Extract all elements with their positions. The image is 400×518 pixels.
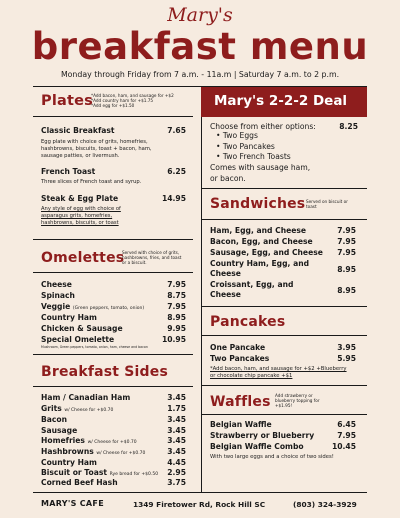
menu-item [41, 447, 186, 456]
item-price: 7.65 [167, 126, 186, 135]
item-price: 3.45 [167, 426, 186, 435]
menu-item [41, 415, 186, 424]
item-price: 2.95 [167, 468, 186, 477]
deal-intro: Choose from either options: [210, 122, 316, 131]
omelettes-heading: Omelettes [41, 250, 125, 266]
item-name: One Pancake [210, 343, 266, 352]
item-name: Veggie [41, 302, 71, 311]
waffles-heading: Waffles [210, 394, 271, 410]
item-price: 5.95 [337, 354, 356, 363]
deal-banner [201, 87, 367, 117]
menu-item [210, 420, 356, 429]
item-name: Grits [41, 404, 62, 413]
item-sub: w/ Cheese for +$0.70 [64, 408, 114, 413]
menu-item [41, 324, 186, 333]
deal-bullet: • Two French Toasts [216, 152, 291, 161]
menu-item [41, 393, 186, 402]
item-price: 7.95 [167, 302, 186, 311]
plates-note-1: *Add bacon, ham, and sausage for +$2 [91, 93, 174, 98]
footer-rule [33, 492, 367, 493]
page-title: breakfast menu [31, 25, 369, 68]
item-name: Biscuit or Toast [41, 468, 107, 477]
item-price: 8.75 [167, 291, 186, 300]
sides-rule [33, 386, 193, 387]
item-name: Ham, Egg, and Cheese [210, 226, 307, 235]
deal-outro: Comes with sausage ham, or bacon. [210, 163, 311, 183]
item-name: Spinach [41, 291, 75, 300]
sandwiches-note: Served on biscuit or toast [306, 199, 348, 209]
item-price: 3.45 [167, 415, 186, 424]
menu-item [210, 248, 356, 257]
item-name: Chicken & Sausage [41, 324, 123, 333]
item-name: Cheese [41, 280, 72, 289]
item-sub: Rye bread for +$0.50 [109, 472, 159, 477]
deal-bullets [216, 131, 291, 163]
item-name: Belgian Waffle Combo [210, 442, 304, 451]
menu-item [210, 343, 356, 352]
item-price: 7.95 [337, 431, 356, 440]
menu-item [41, 291, 186, 300]
item-price: 9.95 [167, 324, 186, 333]
menu-item [41, 313, 186, 322]
menu-item [41, 335, 186, 344]
footer-name: MARY'S CAFE [41, 499, 104, 508]
menu-item [210, 226, 356, 235]
deal-bullet: • Two Eggs [216, 131, 258, 140]
plates-heading: Plates [41, 93, 93, 109]
item-name: Classic Breakfast [41, 126, 115, 135]
item-price: 3.75 [167, 478, 186, 487]
item-name: Bacon [41, 415, 68, 424]
menu-item [41, 436, 186, 445]
item-price: 3.45 [167, 393, 186, 402]
item-price: 14.95 [161, 194, 186, 203]
item-name: Steak & Egg Plate [41, 194, 119, 203]
footer-phone: (803) 324-3929 [293, 500, 357, 509]
item-name-group [41, 468, 158, 477]
item-sub: (Green peppers, tomato, onion) [72, 306, 145, 311]
menu-item [41, 280, 186, 289]
item-price: 7.95 [337, 237, 356, 246]
pancakes-heading: Pancakes [210, 314, 286, 330]
item-price: 7.95 [337, 226, 356, 235]
column-divider [201, 86, 202, 492]
item-name: Strawberry or Blueberry [210, 431, 315, 440]
omelettes-bottom-rule [33, 354, 193, 355]
menu-item [41, 458, 186, 467]
item-price: 7.95 [167, 280, 186, 289]
item-name: Sausage [41, 426, 78, 435]
menu-item [210, 259, 356, 279]
deal-price: 8.25 [339, 122, 358, 131]
item-price: 4.45 [167, 458, 186, 467]
menu-item [210, 237, 356, 246]
deal-bottom-rule [201, 188, 367, 189]
menu-item [41, 194, 186, 203]
item-name: Special Omelette [41, 335, 115, 344]
item-name: Hashbrowns [41, 447, 94, 456]
item-sub: Mushroom, Green peppers, tomato, onion, ham, cheese and bacon [41, 345, 148, 349]
item-name: Homefries [41, 436, 85, 445]
menu-item [41, 167, 186, 176]
item-price: 8.95 [167, 313, 186, 322]
item-price: 10.45 [331, 442, 356, 451]
item-name-group [41, 447, 145, 456]
item-name: Belgian Waffle [210, 420, 272, 429]
waffles-rule [201, 414, 367, 415]
menu-item [210, 280, 356, 300]
script-title: Mary's [167, 4, 233, 26]
pancakes-rule [201, 335, 367, 336]
hours-text: Monday through Friday from 7 a.m. - 11a.m | Saturday 7 a.m. to 2 p.m. [60, 70, 340, 79]
item-name: Ham / Canadian Ham [41, 393, 131, 402]
item-price: 8.95 [337, 264, 356, 274]
plates-note-2: *Add country ham for +$1.75 [91, 98, 154, 103]
item-sub: w/ Cheese for +$0.70 [87, 440, 137, 445]
menu-item [41, 126, 186, 135]
item-price: 6.25 [167, 167, 186, 176]
plates-bottom-rule [33, 239, 193, 240]
item-name-group [41, 302, 144, 311]
menu-item [41, 302, 186, 311]
item-name: French Toast [41, 167, 96, 176]
waffles-footnote: With two large eggs and a choice of two sides! [210, 454, 334, 460]
plates-notes [91, 93, 174, 108]
menu-item [210, 431, 356, 440]
item-price: 6.45 [337, 420, 356, 429]
item-name: Two Pancakes [210, 354, 270, 363]
omelettes-note: Served with choice of grits, hashbrowns, fries, and toast or a biscuit. [122, 250, 182, 265]
plates-note-3: *Add egg for +$1.50 [91, 103, 135, 108]
menu-item [41, 404, 186, 413]
item-price: 8.95 [337, 285, 356, 295]
item-price: 7.95 [337, 248, 356, 257]
sandwiches-rule [201, 219, 367, 220]
item-name: Country Ham [41, 313, 97, 322]
item-desc: Egg plate with choice of grits, homefries, hashbrowns, biscuits, toast + bacon, ham, sausage patties, or livermush. [41, 139, 152, 159]
menu-item [41, 426, 186, 435]
pancakes-note: *Add bacon, ham, and sausage for +$2 +Blueberry or chocolate chip pancake +$1 [210, 366, 347, 379]
item-name: Croissant, Egg, and Cheese [210, 280, 294, 299]
item-name: Country Ham, Egg, and Cheese [210, 259, 310, 278]
sandwiches-bottom-rule [201, 306, 367, 307]
menu-item [210, 354, 356, 363]
footer-address: 1349 Firetower Rd, Rock Hill SC [133, 500, 266, 509]
menu-item [210, 442, 356, 451]
item-name: Bacon, Egg, and Cheese [210, 237, 313, 246]
item-price: 10.95 [161, 335, 186, 344]
sandwiches-heading: Sandwiches [210, 196, 306, 212]
item-name-group [41, 436, 137, 445]
deal-heading: Mary's 2-2-2 Deal [214, 93, 348, 109]
item-name: Corned Beef Hash [41, 478, 118, 487]
deal-bullet: • Two Pancakes [216, 141, 275, 151]
item-name-group [41, 404, 113, 413]
item-price: 3.45 [167, 447, 186, 456]
item-price: 3.45 [167, 436, 186, 445]
item-name: Sausage, Egg, and Cheese [210, 248, 323, 257]
pancakes-bottom-rule [201, 385, 367, 386]
menu-item [41, 468, 186, 477]
item-desc: Three slices of French toast and syrup. [41, 179, 142, 185]
sides-heading: Breakfast Sides [41, 364, 168, 380]
plates-rule [33, 116, 193, 117]
item-name: Country Ham [41, 458, 97, 467]
deal-intro-row [210, 122, 358, 131]
item-price: 1.75 [167, 404, 186, 413]
menu-item [41, 478, 186, 487]
waffles-note: Add strawberry or blueberry topping for +$1.95! [275, 393, 320, 408]
item-price: 3.95 [337, 343, 356, 352]
item-sub: w/ Cheese for +$0.70 [96, 451, 146, 456]
omelettes-rule [33, 272, 193, 273]
item-desc: Any style of egg with choice of asparagus grits, homefries, hashbrowns, biscuits, or toast [41, 206, 121, 226]
